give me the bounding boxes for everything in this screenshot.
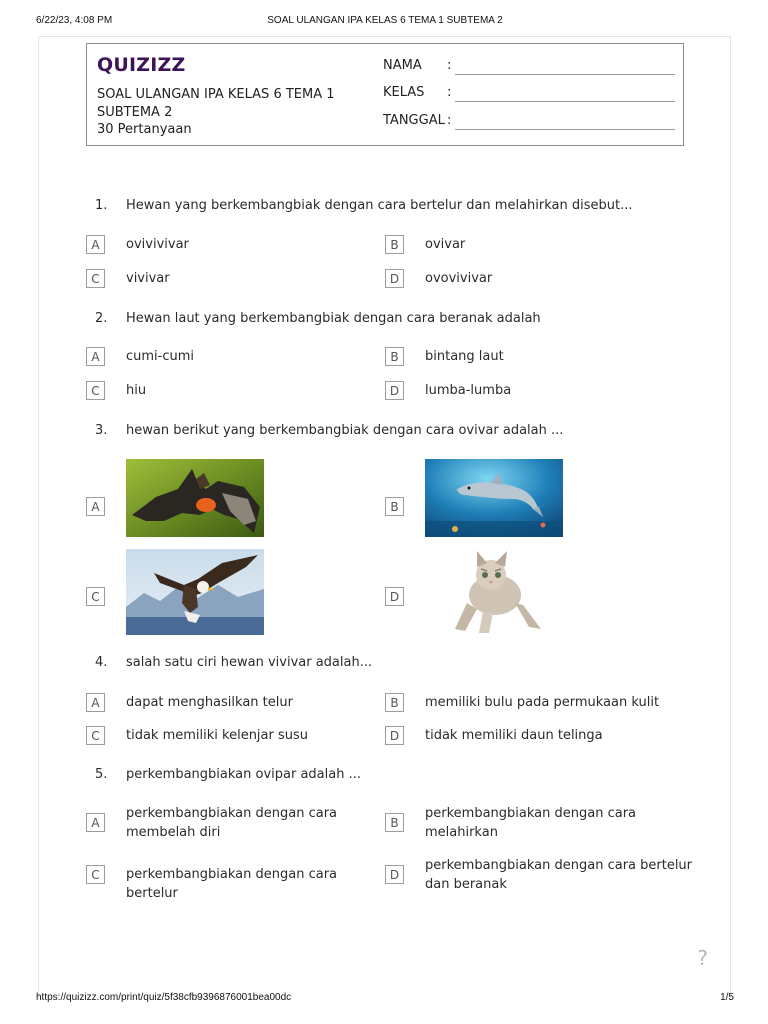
option-text: vivivar [126, 271, 170, 286]
eagle-photo [126, 549, 264, 635]
field-colon: : [447, 85, 452, 100]
logo-text: QUIZIZZ [97, 54, 186, 76]
question-number: 1. [95, 198, 108, 213]
print-doc-title: SOAL ULANGAN IPA KELAS 6 TEMA 1 SUBTEMA 2 [267, 15, 503, 26]
option-letter: B [385, 693, 404, 712]
option-letter: B [385, 347, 404, 366]
option-letter: B [385, 497, 404, 516]
question-number: 4. [95, 655, 108, 670]
kelas-label: KELAS [383, 85, 425, 100]
question-count: 30 Pertanyaan [97, 122, 192, 137]
option-text: ovovivivar [425, 271, 493, 286]
dolphin-photo [425, 459, 563, 537]
option-letter: D [385, 726, 404, 745]
option-letter: D [385, 269, 404, 288]
option-letter: C [86, 269, 105, 288]
option-letter: C [86, 865, 105, 884]
nama-blank-line [455, 74, 675, 75]
tanggal-field [383, 113, 675, 133]
option-letter: A [86, 813, 105, 832]
quiz-title: SOAL ULANGAN IPA KELAS 6 TEMA 1 SUBTEMA 2 [97, 87, 335, 120]
print-header [36, 15, 734, 29]
print-page-number: 1/5 [720, 992, 734, 1003]
quizizz-logo [97, 54, 185, 76]
kelas-blank-line [455, 101, 675, 102]
option-text: tidak memiliki kelenjar susu [126, 728, 309, 743]
tanggal-blank-line [455, 129, 675, 130]
option-text: perkembangbiakan dengan cara bertelur dan beranak [425, 858, 693, 892]
option-text: cumi-cumi [126, 349, 195, 364]
option-text: hiu [126, 383, 147, 398]
option-text: perkembangbiakan dengan cara membelah diri [126, 806, 338, 840]
bat-photo [126, 459, 264, 537]
option-text: dapat menghasilkan telur [126, 695, 293, 710]
nama-field [383, 58, 675, 78]
question-mark-icon[interactable]: ? [697, 946, 708, 970]
quiz-header-box [86, 43, 684, 146]
print-datetime: 6/22/23, 4:08 PM [36, 15, 113, 26]
question-text: Hewan laut yang berkembangbiak dengan cara beranak adalah [126, 311, 541, 326]
option-text: ovivivivar [126, 237, 189, 252]
option-letter: D [385, 587, 404, 606]
field-colon: : [447, 58, 452, 73]
option-letter: C [86, 587, 105, 606]
option-text: memiliki bulu pada permukaan kulit [425, 695, 660, 710]
option-letter: A [86, 347, 105, 366]
option-letter: A [86, 235, 105, 254]
option-text: bintang laut [425, 349, 504, 364]
option-letter: D [385, 381, 404, 400]
print-footer [36, 992, 734, 1006]
print-url: https://quizizz.com/print/quiz/5f38cfb9396876001bea00dc [36, 992, 292, 1003]
tanggal-label: TANGGAL [383, 113, 445, 128]
question-number: 5. [95, 767, 108, 782]
option-letter: D [385, 865, 404, 884]
kitten-photo [425, 549, 555, 637]
option-text: perkembangbiakan dengan cara melahirkan [425, 806, 637, 840]
option-letter: B [385, 813, 404, 832]
option-letter: C [86, 381, 105, 400]
option-letter: A [86, 497, 105, 516]
option-text: tidak memiliki daun telinga [425, 728, 603, 743]
question-text: perkembangbiakan ovipar adalah ... [126, 767, 361, 782]
question-number: 2. [95, 311, 108, 326]
kelas-field [383, 85, 675, 105]
option-text: perkembangbiakan dengan cara bertelur [126, 867, 338, 901]
question-text: hewan berikut yang berkembangbiak dengan cara ovivar adalah ... [126, 423, 564, 438]
option-letter: A [86, 693, 105, 712]
field-colon: : [447, 113, 452, 128]
question-number: 3. [95, 423, 108, 438]
option-letter: C [86, 726, 105, 745]
question-text: Hewan yang berkembangbiak dengan cara bertelur dan melahirkan disebut... [126, 198, 633, 213]
option-text: lumba-lumba [425, 383, 512, 398]
nama-label: NAMA [383, 58, 422, 73]
question-text: salah satu ciri hewan vivivar adalah... [126, 655, 373, 670]
option-text: ovivar [425, 237, 466, 252]
option-letter: B [385, 235, 404, 254]
